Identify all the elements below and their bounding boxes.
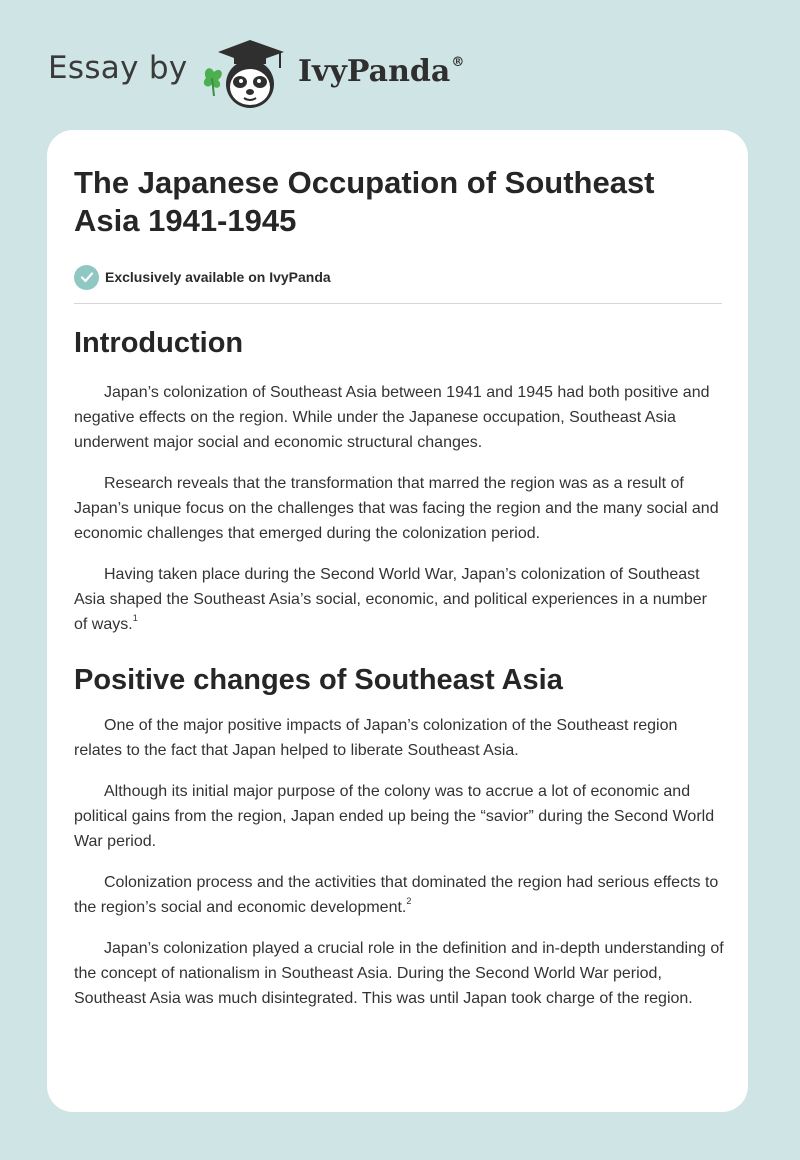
panda-graduation-cap-icon bbox=[200, 34, 290, 114]
divider bbox=[74, 303, 722, 304]
brand-logo-text[interactable] bbox=[298, 54, 464, 89]
essay-by-label: Essay by bbox=[48, 50, 188, 86]
ivy-leaf-icon bbox=[204, 68, 222, 96]
paragraph: Research reveals that the transformation that marred the region was as a result of Japan’s unique focus on the challenges that was facing the region and the many social and economic challenges that emerged during the colonization period. bbox=[74, 475, 719, 542]
section-heading-positive-changes: Positive changes of Southeast Asia bbox=[74, 664, 563, 696]
brand-name: IvyPanda bbox=[298, 54, 451, 89]
footnote-ref[interactable]: 2 bbox=[406, 895, 412, 906]
footnote-ref[interactable]: 1 bbox=[132, 612, 138, 623]
essay-body bbox=[74, 316, 724, 1027]
section-heading-introduction: Introduction bbox=[74, 327, 244, 359]
exclusive-badge bbox=[74, 264, 331, 290]
badge-text: Exclusively available on IvyPanda bbox=[105, 269, 331, 285]
paragraph: Japan’s colonization played a crucial role in the definition and in-depth understanding of the concept of nationalism in Southeast Asia. During the Second World War period, Southeast Asia was much disintegrated. This was until Japan took charge of the region. bbox=[74, 940, 724, 1007]
site-header bbox=[48, 30, 748, 120]
essay-title: The Japanese Occupation of Southeast Asia 1941-1945 bbox=[74, 165, 655, 238]
paragraph: Japan’s colonization of Southeast Asia between 1941 and 1945 had both positive and negative effects on the region. While under the Japanese occupation, Southeast Asia underwent major social and economic structural changes. bbox=[74, 384, 710, 451]
paragraph: Having taken place during the Second World War, Japan’s colonization of Southeast Asia shaped the Southeast Asia’s social, economic, and political experiences in a number of ways.$^1$ bbox=[74, 566, 707, 633]
essay-card bbox=[47, 130, 748, 1112]
registered-mark: ® bbox=[451, 55, 465, 70]
check-circle-icon bbox=[74, 265, 99, 290]
paragraph: One of the major positive impacts of Japan’s colonization of the Southeast region relates to the fact that Japan helped to liberate Southeast Asia. bbox=[74, 717, 678, 759]
paragraph: Colonization process and the activities that dominated the region had serious effects to the region’s social and economic development.$^2$ bbox=[74, 874, 719, 916]
paragraph: Although its initial major purpose of the colony was to accrue a lot of economic and political gains from the region, Japan ended up being the “savior” during the Second World War period. bbox=[74, 783, 715, 850]
